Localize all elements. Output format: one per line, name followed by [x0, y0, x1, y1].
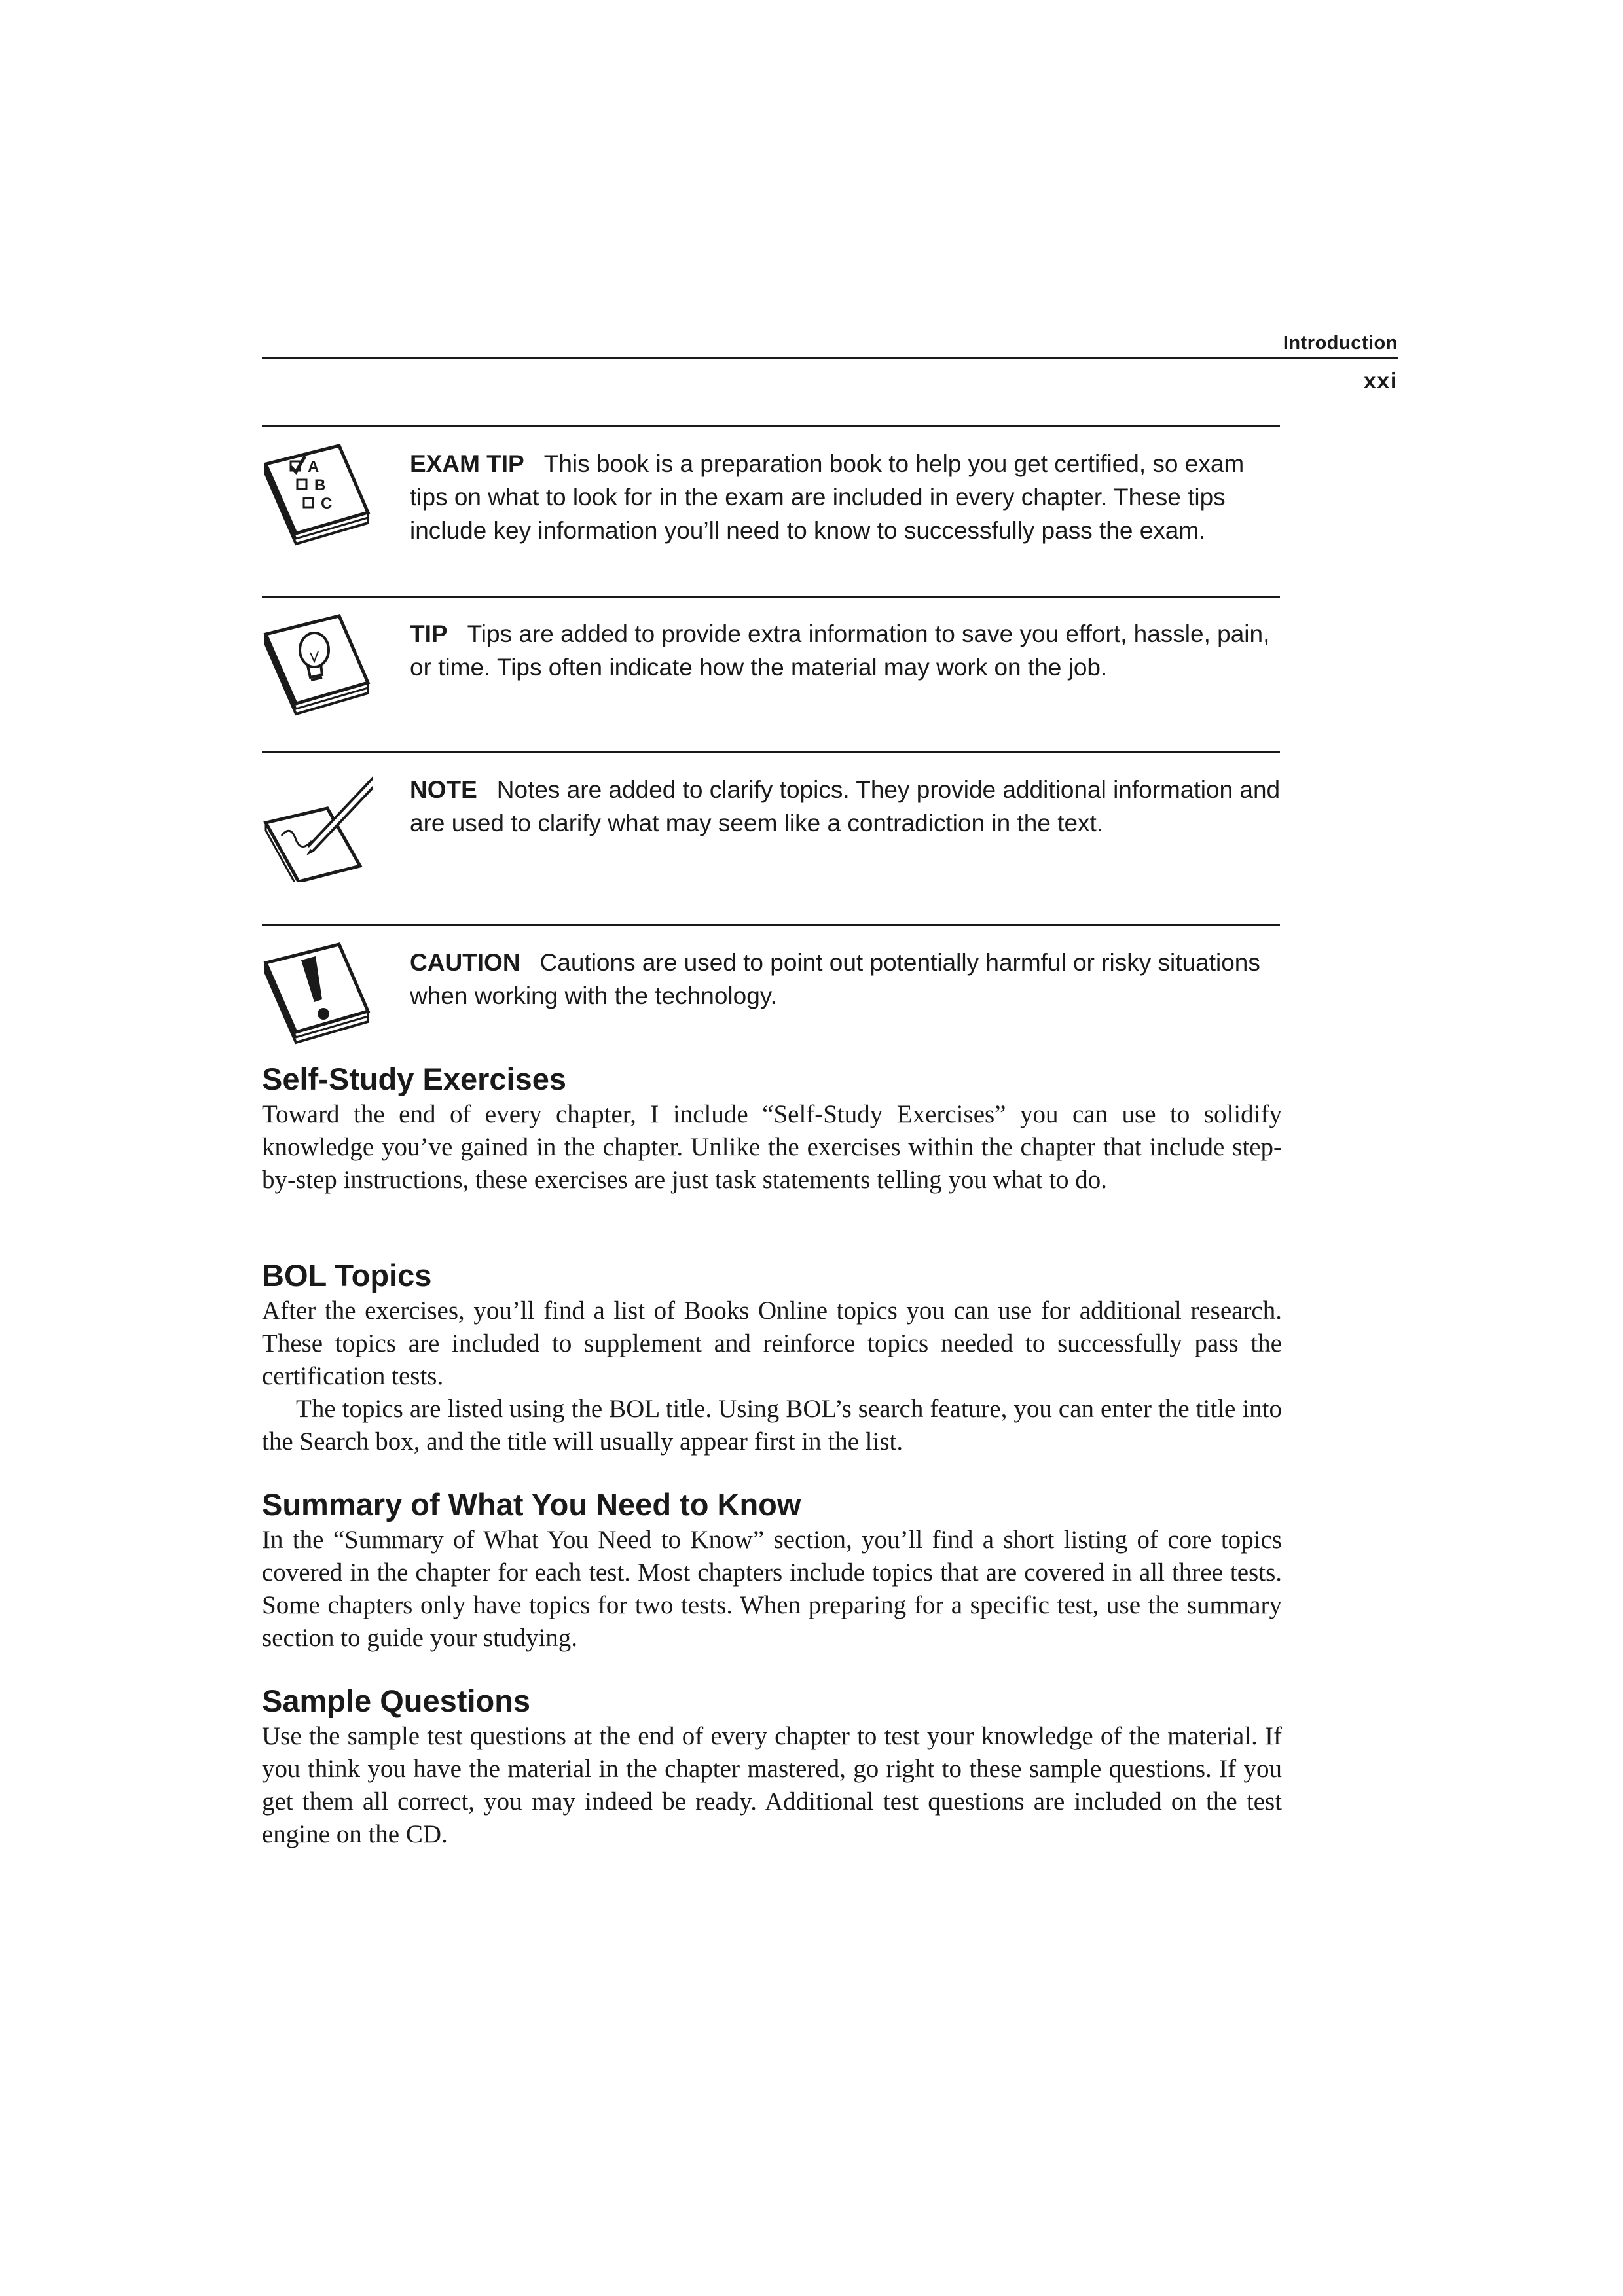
- header-title: Introduction: [1283, 332, 1398, 353]
- svg-text:B: B: [314, 476, 326, 494]
- section-sample-questions: [262, 1682, 1282, 1851]
- exclamation-icon: [262, 941, 373, 1055]
- section-heading: BOL Topics: [262, 1258, 432, 1293]
- callout-label: CAUTION: [410, 949, 520, 976]
- callout-note: [262, 751, 1281, 836]
- header-rule: [262, 357, 1398, 359]
- callout-body: Cautions are used to point out potentially harmful or risky situations when working with the technology.: [410, 949, 1260, 1009]
- callout-tip: [262, 596, 1280, 681]
- callout-text: [410, 946, 1281, 1013]
- section-bol-topics: [262, 1257, 1282, 1458]
- section-paragraph: In the “Summary of What You Need to Know” section, you’ll find a short listing of core topics covered in the chapter for each test. Most chapters include topics that are covered in all three tests. Some chapters only have topics for two tests. When preparing for a specific test, use the summary section to guide your studying.: [262, 1526, 1282, 1652]
- callout-body: This book is a preparation book to help you get certified, so exam tips on what to look for in the exam are included in every chapter. These tips include key information you’ll need to know to successfully pass the exam.: [410, 450, 1245, 544]
- callout-text: [410, 773, 1281, 840]
- page-number: xxi: [1364, 368, 1398, 393]
- section-summary: [262, 1486, 1282, 1655]
- callout-text: [410, 617, 1281, 684]
- callout-text: [410, 447, 1281, 547]
- running-header: [262, 332, 1398, 393]
- section-heading: Sample Questions: [262, 1683, 531, 1718]
- section-paragraph: Use the sample test questions at the end of every chapter to test your knowledge of the material. If you think you have the material in the chapter mastered, go right to these sample questions. If you get them all correct, you may indeed be ready. Additional test questions are included on the test engine on the CD.: [262, 1722, 1282, 1848]
- svg-text:A: A: [308, 458, 319, 476]
- section-paragraph: Toward the end of every chapter, I include “Self-Study Exercises” you can use to solidify knowledge you’ve gained in the chapter. Unlike the exercises within the chapter that include step-by-step instructions, these exercises are just task statements telling you what to do.: [262, 1100, 1282, 1194]
- pencil-note-icon: [262, 768, 373, 882]
- callout-body: Notes are added to clarify topics. They provide additional information and are used to clarify what may seem like a contradiction in the text.: [410, 776, 1281, 836]
- section-heading: Summary of What You Need to Know: [262, 1487, 801, 1522]
- section-paragraph: The topics are listed using the BOL title. Using BOL’s search feature, you can enter the title into the Search box, and the title will usually appear first in the list.: [262, 1395, 1282, 1456]
- callout-label: NOTE: [410, 776, 477, 803]
- svg-text:C: C: [321, 495, 333, 512]
- section-heading: Self-Study Exercises: [262, 1062, 566, 1096]
- section-paragraph: After the exercises, you’ll find a list of Books Online topics you can use for additional research. These topics are included to supplement and reinforce topics needed to successfully pass the certification tests.: [262, 1297, 1282, 1390]
- checklist-icon: [262, 442, 373, 556]
- section-self-study-exercises: [262, 1060, 1282, 1196]
- lightbulb-icon: [262, 612, 373, 726]
- callout-exam-tip: [262, 425, 1280, 544]
- callout-label: EXAM TIP: [410, 450, 524, 477]
- callout-label: TIP: [410, 620, 448, 647]
- callout-caution: [262, 924, 1280, 1009]
- callout-body: Tips are added to provide extra information to save you effort, hassle, pain, or time. Tips often indicate how the material may work on the job.: [410, 620, 1270, 681]
